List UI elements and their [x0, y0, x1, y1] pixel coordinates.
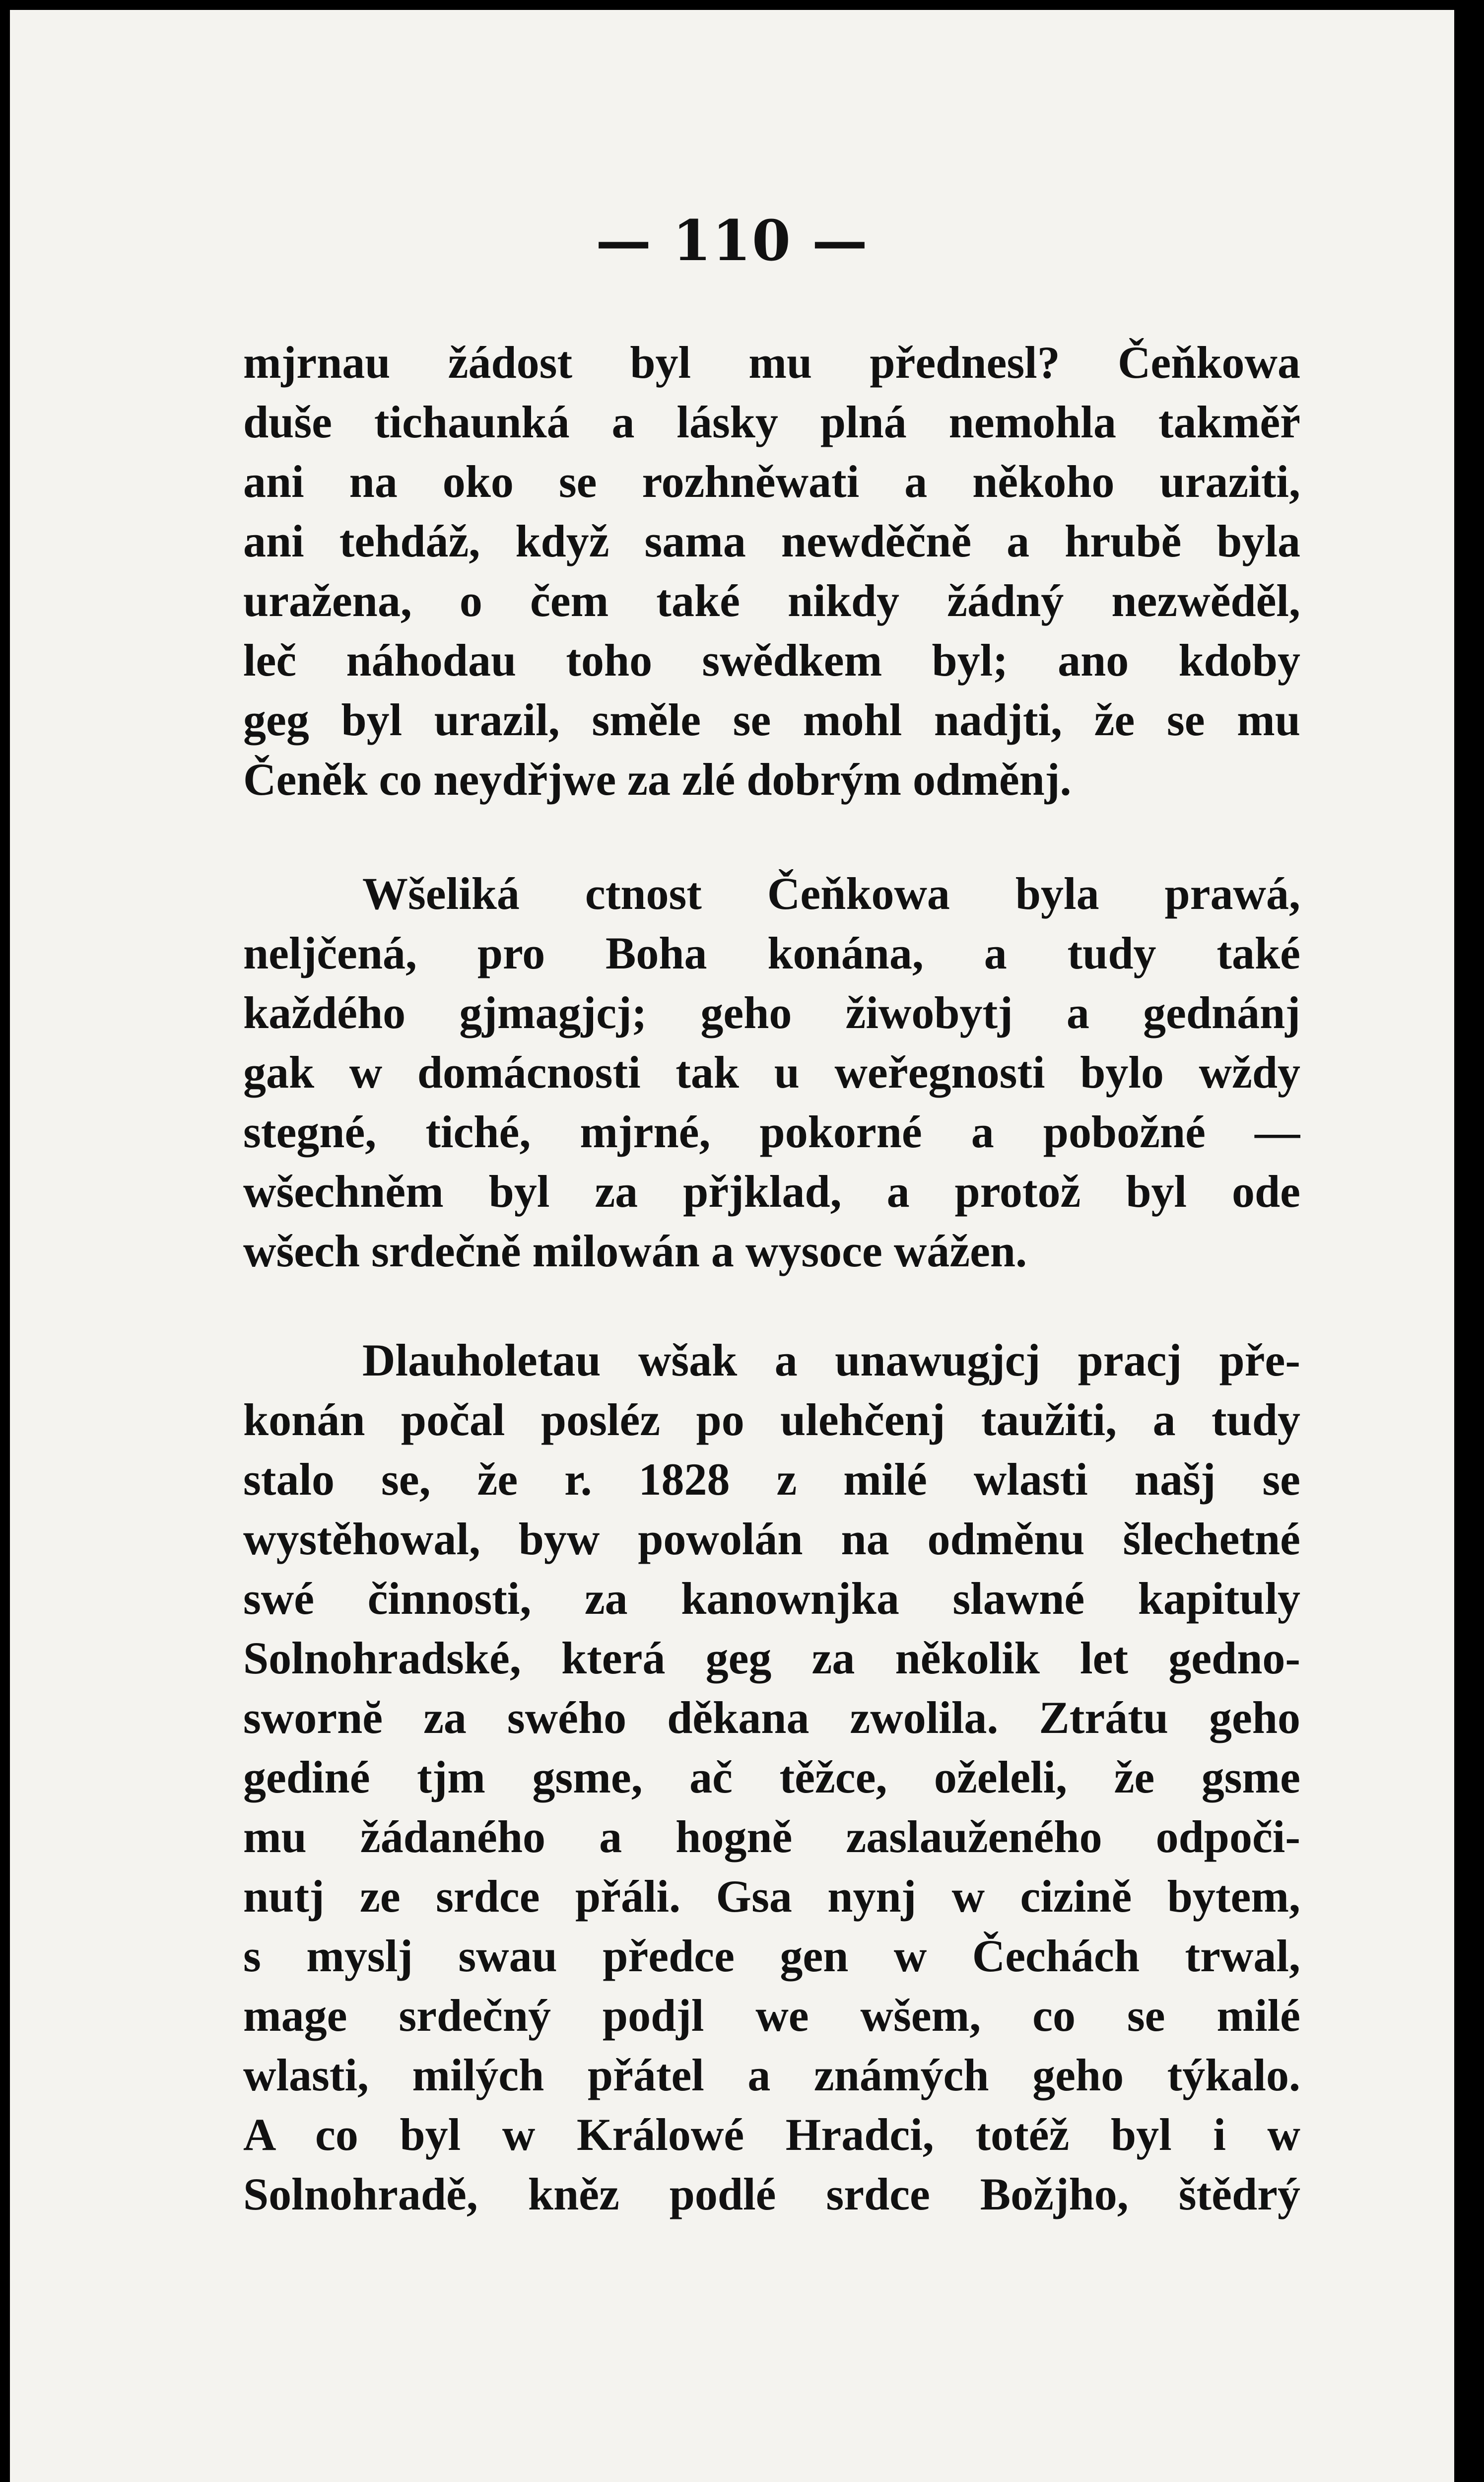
paragraph-2: [243, 864, 1300, 1281]
text-line: mage srdečný podjl we wšem, co se milé: [243, 1990, 1300, 2041]
text-line: stegné, tiché, mjrné, pokorné a pobožné —: [243, 1106, 1300, 1157]
text-line: Čeněk co neydřjwe za zlé dobrým odměnj.: [243, 754, 1072, 805]
book-page: [10, 10, 1454, 2482]
text-line: mu žádaného a hogně zaslauženého odpoči-: [243, 1811, 1300, 1862]
text-line: uražena, o čem také nikdy žádný nezwěděl,: [243, 575, 1300, 626]
text-line: wlasti, milých přátel a známých geho týkalo.: [243, 2050, 1300, 2100]
text-line: swé činnosti, za kanownjka slawné kapituly: [243, 1573, 1300, 1624]
text-line: wšech srdečně milowán a wysoce wážen.: [243, 1226, 1027, 1276]
text-line: ani tehdáž, když sama newděčně a hrubě byla: [243, 516, 1300, 566]
text-line: konán počal posléz po ulehčenj taužiti, a tudy: [243, 1394, 1300, 1445]
paragraph-1: [243, 333, 1300, 809]
text-line: nutj ze srdce přáli. Gsa nynj w cizině bytem,: [243, 1871, 1300, 1922]
text-line: wšechněm byl za přjklad, a protož byl ode: [243, 1166, 1300, 1217]
text-line: mjrnau žádost byl mu přednesl? Čeňkowa: [243, 337, 1300, 388]
text-line: každého gjmagjcj; geho žiwobytj a gednánj: [243, 987, 1300, 1038]
text-line: neljčená, pro Boha konána, a tudy také: [243, 928, 1300, 978]
text-line: leč náhodau toho swědkem byl; ano kdoby: [243, 635, 1300, 686]
text-line: Dlauholetau wšak a unawugjcj pracj pře-: [362, 1335, 1300, 1385]
text-line: Solnohradské, která geg za několik let gedno-: [243, 1633, 1300, 1683]
text-line: duše tichaunká a lásky plná nemohla takměř: [243, 397, 1300, 447]
text-line: s myslj swau předce gen w Čechách trwal,: [243, 1930, 1300, 1981]
paragraph-3: [243, 1330, 1300, 2224]
text-line: geg byl urazil, směle se mohl nadjti, že se mu: [243, 694, 1300, 745]
text-line: A co byl w Králowé Hradci, totéž byl i w: [243, 2109, 1300, 2160]
text-line: gak w domácnosti tak u weřegnosti bylo wždy: [243, 1047, 1300, 1098]
page-number: — 110 —: [596, 208, 869, 274]
text-line: gediné tjm gsme, ač těžce, oželeli, že gsme: [243, 1752, 1300, 1802]
text-line: stalo se, že r. 1828 z milé wlasti našj se: [243, 1454, 1300, 1505]
text-line: swornĕ za swého děkana zwolila. Ztrátu geho: [243, 1692, 1300, 1743]
text-line: Wšeliká ctnost Čeňkowa byla prawá,: [362, 868, 1300, 919]
text-line: ani na oko se rozhněwati a někoho uraziti,: [243, 456, 1300, 507]
text-line: wystěhowal, byw powolán na odměnu šlechetné: [243, 1514, 1300, 1564]
text-line: Solnohradě, kněz podlé srdce Božjho, štědrý: [243, 2169, 1300, 2219]
